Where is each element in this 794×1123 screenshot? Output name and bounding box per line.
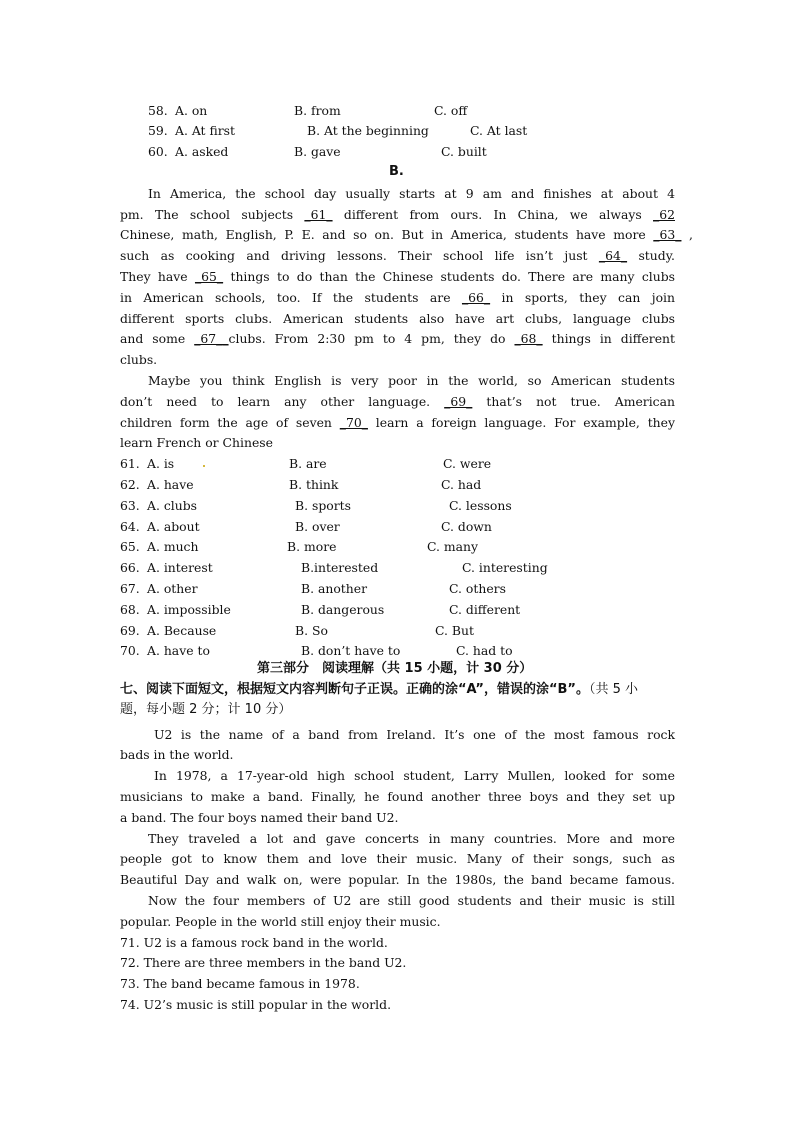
option-b: B. are	[289, 456, 327, 471]
option-b: B. don’t have to	[301, 643, 401, 658]
option-c: C. many	[427, 539, 479, 554]
passage-7-line: They traveled a lot and gave concerts in many countries. More and more	[148, 831, 675, 846]
option-a: A. impossible	[147, 602, 231, 617]
passage-b-line: They have _65_ things to do than the Chinese students do. There are many clubs	[120, 269, 675, 284]
option-a: A. on	[175, 103, 208, 118]
question-number: 65.	[120, 539, 140, 554]
part3-title: 第三部分 阅读理解（共 15 小题，计 30 分）	[257, 661, 533, 676]
option-b: B. dangerous	[301, 602, 385, 617]
option-c: C. But	[435, 623, 474, 638]
option-a: A. about	[147, 519, 200, 534]
question-number: 67.	[120, 581, 140, 596]
passage-b-line: such as cooking and driving lessons. Their school life isn’t just _64_ study.	[120, 248, 675, 263]
option-a: A. At first	[175, 123, 235, 138]
section-b-title: B.	[389, 164, 404, 179]
option-c: C. lessons	[449, 498, 512, 513]
blank-62: _62	[653, 207, 675, 222]
option-a: A. interest	[147, 560, 213, 575]
option-a: A. much	[147, 539, 199, 554]
option-c: C. At last	[470, 123, 528, 138]
option-c: C. others	[449, 581, 506, 596]
passage-7-line: In 1978, a 17-year-old high school student, Larry Mullen, looked for some	[154, 768, 675, 783]
option-c: C. had	[441, 477, 482, 492]
option-a: A. asked	[175, 144, 229, 159]
passage-7-line: Beautiful Day and walk on, were popular. In the 1980s, the band became famous.	[120, 872, 675, 887]
blank-61: _61_	[304, 207, 333, 222]
blank-66: _66_	[461, 290, 491, 305]
option-c: C. off	[434, 103, 468, 118]
passage-7-line: U2 is the name of a band from Ireland. It’s one of the most famous rock	[154, 727, 675, 742]
blank-69: _69_	[444, 394, 473, 409]
option-a: A. is	[147, 456, 175, 471]
instruction-line: 七、阅读下面短文，根据短文内容判断句子正误。正确的涂“A”，错误的涂“B”。（共 5 小	[120, 682, 638, 697]
passage-7-line: bads in the world.	[120, 747, 234, 762]
passage-b-line: clubs.	[120, 352, 158, 367]
option-b: B. So	[295, 623, 328, 638]
passage-b-line: Chinese, math, English, P. E. and so on. But in America, students have more _63_ ,	[120, 227, 693, 242]
passage-7-line: musicians to make a band. Finally, he found another three boys and they set up	[120, 789, 675, 804]
question-number: 64.	[120, 519, 140, 534]
option-c: C. different	[449, 602, 521, 617]
question-number: 63.	[120, 498, 140, 513]
passage-7-line: Now the four members of U2 are still good students and their music is still	[148, 893, 675, 908]
passage-b-line: and some _67__clubs. From 2:30 pm to 4 pm, they do _68_ things in different	[120, 331, 676, 346]
option-c: C. interesting	[462, 560, 548, 575]
blank-64: _64_	[598, 248, 628, 263]
passage-b-line: children form the age of seven _70_ learn a foreign language. For example, they	[120, 415, 675, 430]
option-a: A. Because	[147, 623, 217, 638]
stray-dot	[203, 465, 205, 467]
question-number: 68.	[120, 602, 140, 617]
passage-b-line: learn French or Chinese	[120, 435, 273, 450]
option-c: C. down	[441, 519, 492, 534]
option-b: B. gave	[294, 144, 341, 159]
blank-65: _65_	[194, 269, 224, 284]
statement: 72. There are three members in the band U2.	[120, 955, 407, 970]
option-b: B. another	[301, 581, 368, 596]
passage-b-line: In America, the school day usually starts at 9 am and finishes at about 4	[148, 186, 675, 201]
option-a: A. have	[147, 477, 194, 492]
statement: 73. The band became famous in 1978.	[120, 976, 360, 991]
passage-b-line: don’t need to learn any other language. _69_ that’s not true. American	[120, 394, 675, 409]
option-b: B. sports	[295, 498, 351, 513]
question-number: 70.	[120, 643, 140, 658]
option-b: B. At the beginning	[307, 123, 429, 138]
passage-b-line: Maybe you think English is very poor in the world, so American students	[148, 373, 675, 388]
statement: 71. U2 is a famous rock band in the world.	[120, 935, 388, 950]
passage-b-line: pm. The school subjects _61_ different from ours. In China, we always _62	[120, 207, 675, 222]
option-a: A. clubs	[147, 498, 197, 513]
passage-b-line: in American schools, too. If the students are _66_ in sports, they can join	[120, 290, 675, 305]
passage-b-line: different sports clubs. American students also have art clubs, language clubs	[120, 311, 675, 326]
option-b: B. over	[295, 519, 340, 534]
blank-63: _63_	[653, 227, 682, 242]
statement: 74. U2’s music is still popular in the world.	[120, 997, 392, 1012]
option-b: B. from	[294, 103, 341, 118]
option-c: C. built	[441, 144, 487, 159]
option-b: B. more	[287, 539, 337, 554]
passage-7-line: a band. The four boys named their band U2.	[120, 810, 399, 825]
option-a: A. have to	[147, 643, 210, 658]
instruction-line: 题，每小题 2 分；计 10 分）	[120, 702, 292, 717]
question-number: 69.	[120, 623, 140, 638]
question-number: 60.	[148, 144, 168, 159]
option-a: A. other	[147, 581, 198, 596]
question-number: 62.	[120, 477, 140, 492]
question-number: 66.	[120, 560, 140, 575]
question-number: 61.	[120, 456, 140, 471]
passage-7-line: popular. People in the world still enjoy their music.	[120, 914, 441, 929]
question-number: 58.	[148, 103, 168, 118]
option-c: C. were	[443, 456, 492, 471]
blank-70: _70_	[339, 415, 368, 430]
option-c: C. had to	[456, 643, 513, 658]
blank-68: _68_	[514, 331, 543, 346]
option-b: B. think	[289, 477, 339, 492]
question-number: 59.	[148, 123, 168, 138]
blank-67: _67__	[194, 331, 229, 346]
passage-7-line: people got to know them and love their music. Many of their songs, such as	[120, 851, 675, 866]
option-b: B.interested	[301, 560, 379, 575]
